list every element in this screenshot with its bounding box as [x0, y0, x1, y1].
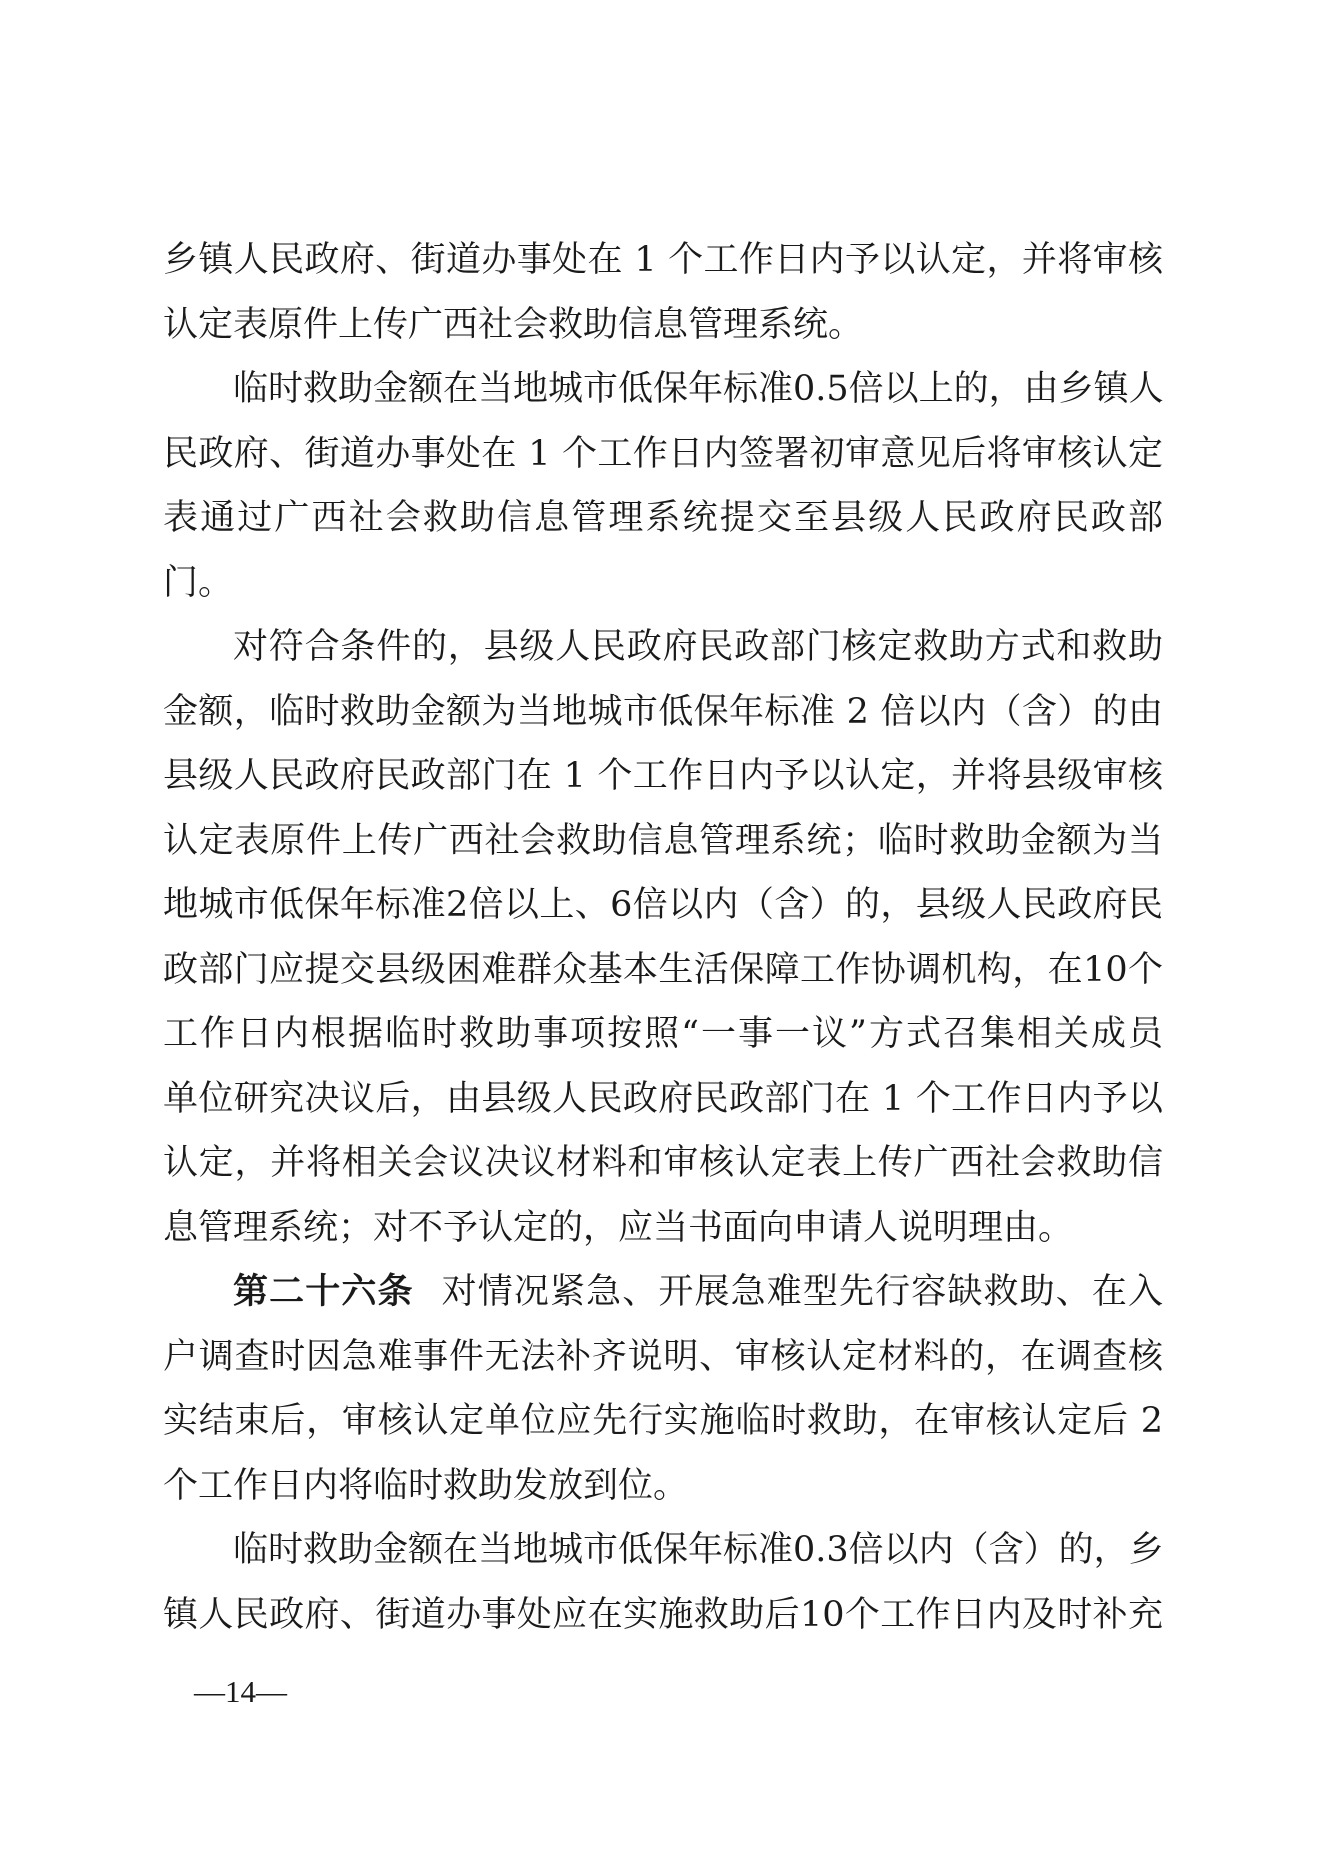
text-line: 认定表原件上传广西社会救助信息管理系统；临时救助金额为当 — [163, 820, 1163, 861]
text-line: 息管理系统；对不予认定的，应当书面向申请人说明理由。 — [163, 1207, 1074, 1248]
text-line: 实结束后，审核认定单位应先行实施临时救助，在审核认定后 2 — [163, 1401, 1163, 1441]
text-line: 临时救助金额在当地城市低保年标准0.5倍以上的，由乡镇人 — [233, 369, 1164, 409]
text-line: 乡镇人民政府、街道办事处在 1 个工作日内予以认定，并将审核 — [163, 240, 1163, 280]
text-line: 认定表原件上传广西社会救助信息管理系统。 — [163, 304, 864, 345]
text-line: 县级人民政府民政部门在 1 个工作日内予以认定，并将县级审核 — [163, 756, 1163, 796]
text-line: 门。 — [163, 562, 234, 603]
article-first-line — [163, 1260, 1163, 1325]
text-line: 对符合条件的，县级人民政府民政部门核定救助方式和救助 — [233, 627, 1163, 667]
text-line: 金额，临时救助金额为当地城市低保年标准 2 倍以内（含）的由 — [163, 691, 1163, 732]
text-span: 对情况紧急、开展急难型先行容缺救助、在入 — [441, 1272, 1163, 1312]
text-line: 民政府、街道办事处在 1 个工作日内签署初审意见后将审核认定 — [163, 433, 1163, 474]
text-line: 工作日内根据临时救助事项按照“一事一议”方式召集相关成员 — [163, 1014, 1163, 1054]
text-line: 户调查时因急难事件无法补齐说明、审核认定材料的，在调查核 — [163, 1336, 1163, 1377]
text-line: 认定，并将相关会议决议材料和审核认定表上传广西社会救助信 — [163, 1143, 1163, 1183]
article-label: 第二十六条 — [233, 1272, 414, 1312]
text-line: 政部门应提交县级困难群众基本生活保障工作协调机构，在10个 — [163, 949, 1163, 990]
text-line: 单位研究决议后，由县级人民政府民政部门在 1 个工作日内予以 — [163, 1078, 1163, 1119]
text-line: 表通过广西社会救助信息管理系统提交至县级人民政府民政部 — [163, 498, 1163, 538]
body-text — [163, 228, 1163, 1647]
text-line: 地城市低保年标准2倍以上、6倍以内（含）的，县级人民政府民 — [163, 885, 1163, 925]
text-line: 临时救助金额在当地城市低保年标准0.3倍以内（含）的，乡 — [233, 1530, 1164, 1570]
page-number: —14— — [194, 1674, 287, 1709]
text-line: 镇人民政府、街道办事处应在实施救助后10个工作日内及时补充 — [163, 1594, 1163, 1635]
text-line: 个工作日内将临时救助发放到位。 — [163, 1465, 689, 1506]
